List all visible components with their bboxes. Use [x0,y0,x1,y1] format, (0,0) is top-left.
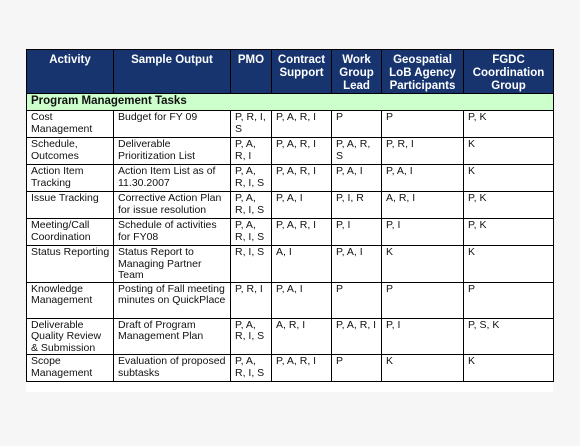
geospatial-lob-cell: P [382,111,464,138]
fgdc-cell: K [464,355,554,382]
section-row [27,94,554,111]
work-group-lead-cell: P [332,355,382,382]
table-row [27,355,554,382]
activity-cell: Schedule, Outcomes [27,138,114,165]
table-row [27,219,554,246]
sample-output-cell: Corrective Action Plan for issue resolution [114,192,231,219]
activity-cell: Scope Management [27,355,114,382]
contract-support-cell: P, A, I [272,192,332,219]
pmo-cell: R, I, S [231,246,272,283]
pmo-cell: P, A, R, I [231,138,272,165]
table-row [27,111,554,138]
work-group-lead-cell: P, A, I [332,246,382,283]
fgdc-cell: K [464,165,554,192]
header-work-group-lead: Work Group Lead [332,50,382,94]
pmo-cell: P, A, R, I, S [231,355,272,382]
contract-support-cell: P, A, R, I [272,165,332,192]
work-group-lead-cell: P, I, R [332,192,382,219]
pmo-cell: P, A, R, I, S [231,165,272,192]
geospatial-lob-cell: P [382,282,464,318]
section-title: Program Management Tasks [27,94,554,111]
sample-output-cell: Evaluation of proposed subtasks [114,355,231,382]
sample-output-cell: Action Item List as of 11.30.2007 [114,165,231,192]
geospatial-lob-cell: P, A, I [382,165,464,192]
contract-support-cell: P, A, R, I [272,219,332,246]
activity-cell: Cost Management [27,111,114,138]
header-activity: Activity [27,50,114,94]
work-group-lead-cell: P, A, I [332,165,382,192]
header-sample-output: Sample Output [114,50,231,94]
pmo-cell: P, R, I, S [231,111,272,138]
contract-support-cell: P, A, R, I [272,138,332,165]
header-row [27,50,554,94]
header-pmo: PMO [231,50,272,94]
geospatial-lob-cell: P, I [382,318,464,355]
work-group-lead-cell: P, A, R, I [332,318,382,355]
table-row [27,282,554,318]
work-group-lead-cell: P, I [332,219,382,246]
table-row [27,318,554,355]
work-group-lead-cell: P, A, R, S [332,138,382,165]
document-page [26,49,553,392]
activity-cell: Deliverable Quality Review & Submission [27,318,114,355]
table-row [27,246,554,283]
fgdc-cell: K [464,246,554,283]
responsibility-matrix-table [26,49,554,382]
fgdc-cell: P [464,282,554,318]
table-row [27,165,554,192]
geospatial-lob-cell: A, R, I [382,192,464,219]
work-group-lead-cell: P [332,111,382,138]
contract-support-cell: P, A, I [272,282,332,318]
pmo-cell: P, R, I [231,282,272,318]
table-row [27,138,554,165]
fgdc-cell: P, K [464,111,554,138]
activity-cell: Status Reporting [27,246,114,283]
contract-support-cell: A, I [272,246,332,283]
geospatial-lob-cell: K [382,355,464,382]
geospatial-lob-cell: K [382,246,464,283]
geospatial-lob-cell: P, I [382,219,464,246]
work-group-lead-cell: P [332,282,382,318]
fgdc-cell: K [464,138,554,165]
pmo-cell: P, A, R, I, S [231,318,272,355]
contract-support-cell: P, A, R, I [272,111,332,138]
activity-cell: Issue Tracking [27,192,114,219]
header-fgdc-coordination: FGDC Coordination Group [464,50,554,94]
fgdc-cell: P, S, K [464,318,554,355]
fgdc-cell: P, K [464,219,554,246]
pmo-cell: P, A, R, I, S [231,219,272,246]
sample-output-cell: Budget for FY 09 [114,111,231,138]
pmo-cell: P, A, R, I, S [231,192,272,219]
header-geospatial-lob: Geospatial LoB Agency Participants [382,50,464,94]
activity-cell: Action Item Tracking [27,165,114,192]
contract-support-cell: P, A, R, I [272,355,332,382]
sample-output-cell: Schedule of activities for FY08 [114,219,231,246]
geospatial-lob-cell: P, R, I [382,138,464,165]
contract-support-cell: A, R, I [272,318,332,355]
sample-output-cell: Deliverable Prioritization List [114,138,231,165]
activity-cell: Knowledge Management [27,282,114,318]
table-row [27,192,554,219]
sample-output-cell: Posting of Fall meeting minutes on QuickPlace [114,282,231,318]
fgdc-cell: P, K [464,192,554,219]
sample-output-cell: Status Report to Managing Partner Team [114,246,231,283]
header-contract-support: Contract Support [272,50,332,94]
activity-cell: Meeting/Call Coordination [27,219,114,246]
sample-output-cell: Draft of Program Management Plan [114,318,231,355]
